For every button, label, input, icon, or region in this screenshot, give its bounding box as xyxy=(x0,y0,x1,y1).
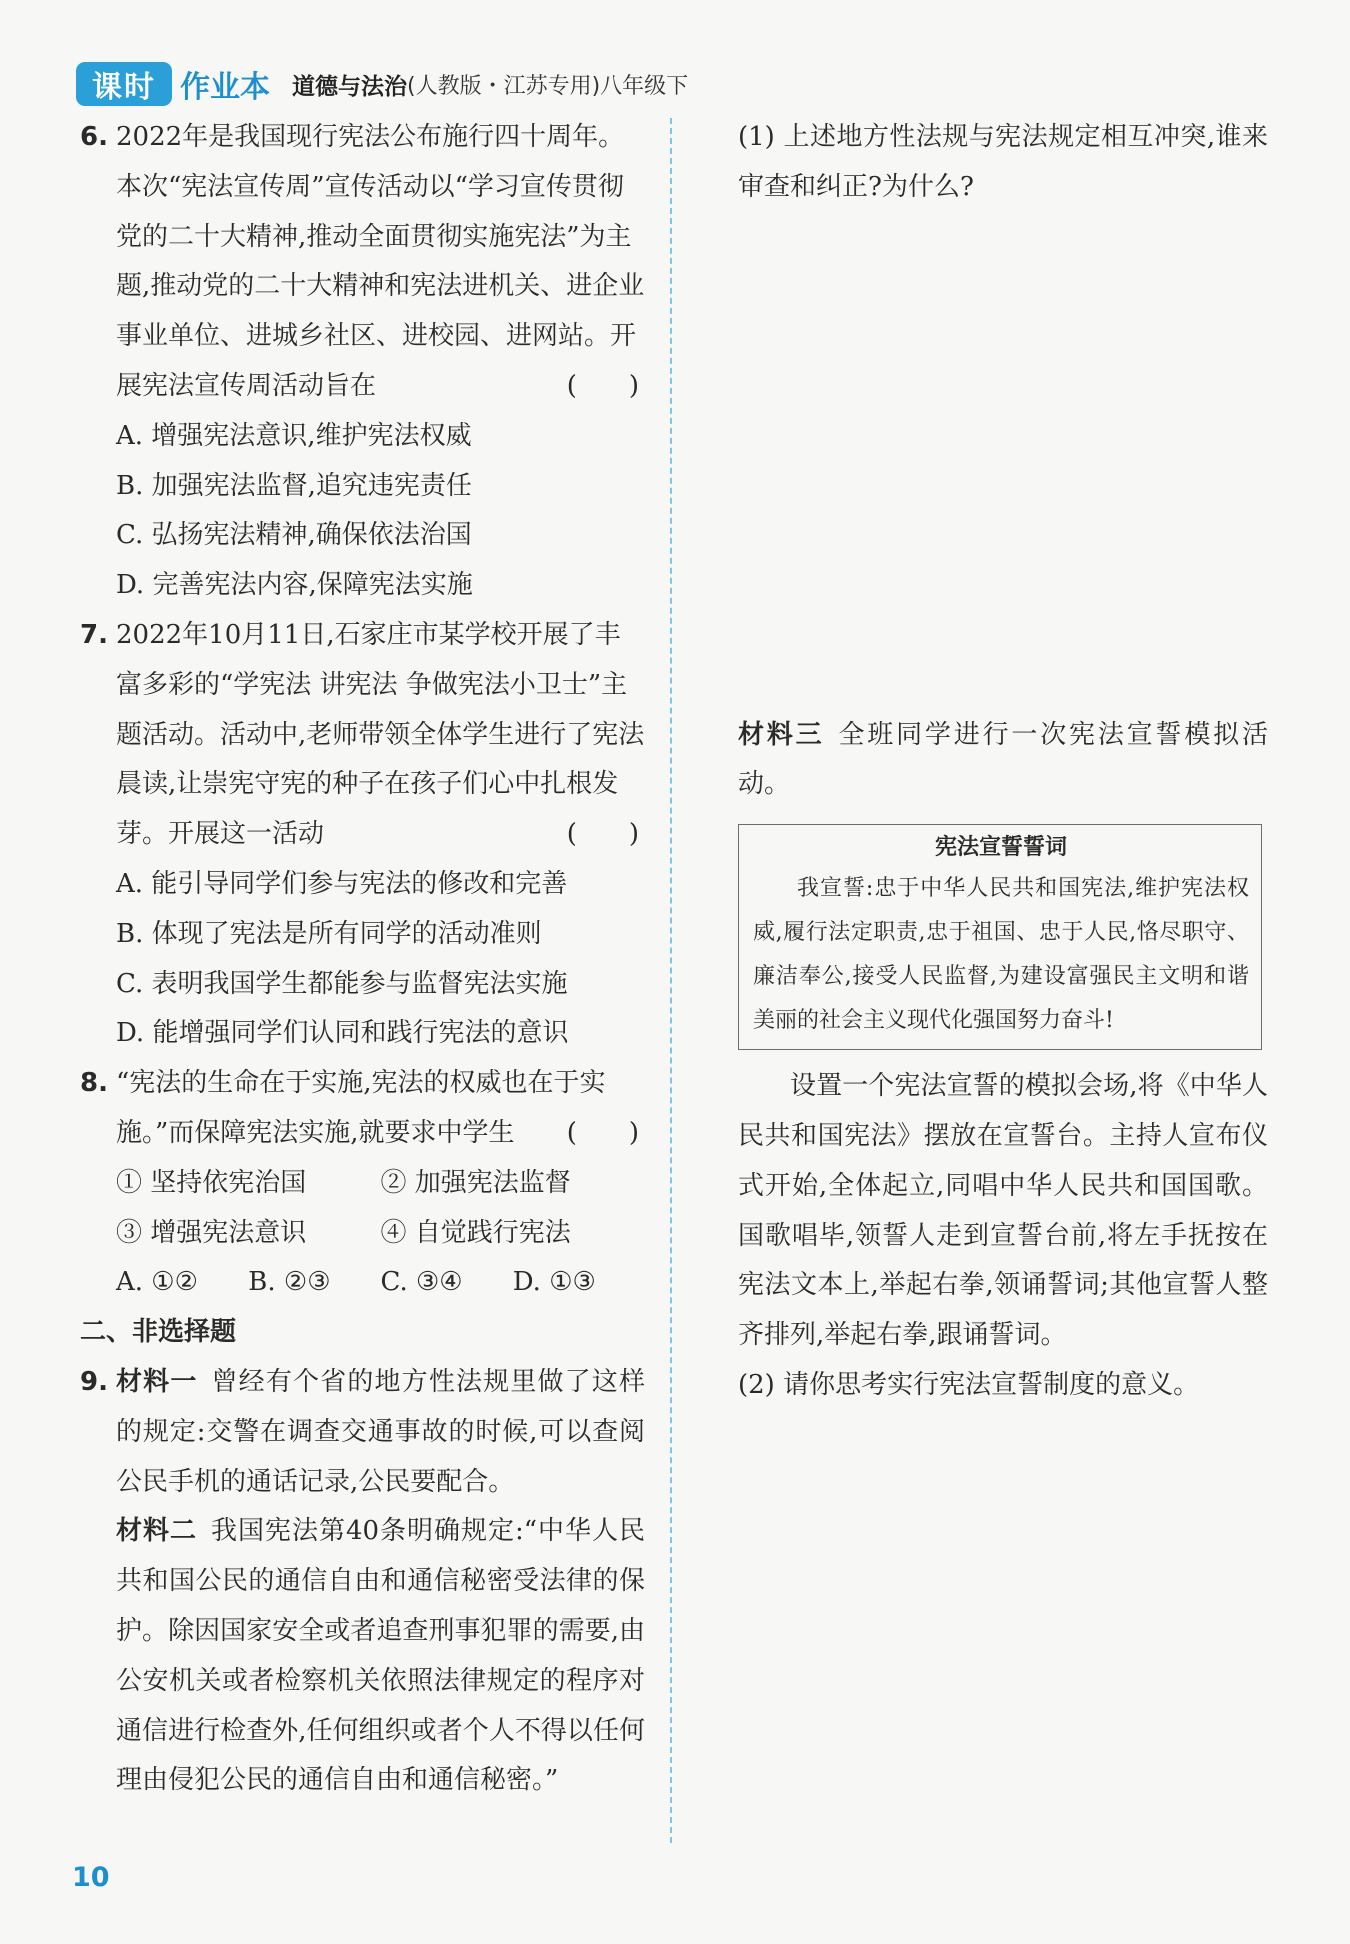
question-stem: 2022年是我国现行宪法公布施行四十周年。本次“宪法宣传周”宣传活动以“学习宣传贯彻党的二十大精神,推动全面贯彻实施宪法”为主题,推动党的二十大精神和宪法进机关、进企业事业单位、进城乡社区、进校园、进网站。开展宪法宣传周活动旨在 ( ) xyxy=(116,113,645,412)
section-heading: 二、非选择题 xyxy=(80,1317,237,1348)
option-a: A. 能引导同学们参与宪法的修改和完善 xyxy=(116,868,568,899)
left-column xyxy=(80,113,645,1806)
question-number: 9. xyxy=(80,1366,108,1397)
choice-d: D. ①③ xyxy=(512,1267,596,1298)
choice-c: C. ③④ xyxy=(380,1267,463,1298)
question-7 xyxy=(80,611,645,860)
statement-1: ① 坚持依宪治国 xyxy=(116,1167,307,1198)
series-title: 作业本 xyxy=(180,70,270,105)
oath-title: 宪法宣誓誓词 xyxy=(934,835,1067,861)
page-number: 10 xyxy=(72,1862,110,1893)
statement-row xyxy=(80,1159,645,1209)
answer-bracket: ( ) xyxy=(566,1117,639,1148)
option-d: D. 完善宪法内容,保障宪法实施 xyxy=(116,570,473,601)
choice-row xyxy=(80,1258,645,1308)
question-6 xyxy=(80,113,645,412)
question-number: 6. xyxy=(80,122,108,152)
statement-3: ③ 增强宪法意识 xyxy=(116,1217,307,1248)
material-1: 材料一 曾经有个省的地方性法规里做了这样的规定:交警在调查交通事故的时候,可以查阅公民手机的通话记录,公民要配合。 xyxy=(116,1366,645,1497)
choice-a: A. ①② xyxy=(116,1267,198,1298)
scene-description: 设置一个宪法宣誓的模拟会场,将《中华人民共和国宪法》摆放在宣誓台。主持人宣布仪式开始,全体起立,同唱中华人民共和国国歌。国歌唱毕,领誓人走到宣誓台前,将左手抚按在宪法文本上,举起右拳,领诵誓词;其他宣誓人整齐排列,举起右拳,跟诵誓词。 xyxy=(738,1071,1268,1351)
right-column xyxy=(738,113,1268,1411)
subject-title: 道德与法治 xyxy=(292,73,407,100)
material-label: 材料三 xyxy=(738,719,825,750)
answer-bracket: ( ) xyxy=(566,819,639,850)
oath-box xyxy=(738,824,1262,1050)
question-number: 7. xyxy=(80,619,108,650)
option-b: B. 体现了宪法是所有同学的活动准则 xyxy=(116,918,542,949)
question-stem: 2022年10月11日,石家庄市某学校开展了丰富多彩的“学宪法 讲宪法 争做宪法小卫士”主题活动。活动中,老师带领全体学生进行了宪法晨读,让崇宪守宪的种子在孩子们心中扎根发芽。开展这一活动 ( ) xyxy=(116,611,645,860)
page-header xyxy=(76,60,688,108)
material-label: 材料一 xyxy=(116,1366,198,1397)
question-8 xyxy=(80,1059,645,1159)
option-b: B. 加强宪法监督,追究违宪责任 xyxy=(116,470,472,501)
option-d: D. 能增强同学们认同和践行宪法的意识 xyxy=(116,1018,569,1049)
oath-text: 我宣誓:忠于中华人民共和国宪法,维护宪法权威,履行法定职责,忠于祖国、忠于人民,恪尽职守、廉洁奉公,接受人民监督,为建设富强民主文明和谐美丽的社会主义现代化强国努力奋斗! xyxy=(753,876,1249,1034)
answer-bracket: ( ) xyxy=(566,370,639,401)
option-c: C. 弘扬宪法精神,确保依法治国 xyxy=(116,520,472,551)
edition-label: (人教版・江苏专用)八年级下 xyxy=(407,73,689,99)
answer-space xyxy=(738,213,1268,711)
sub-question-1: (1) 上述地方性法规与宪法规定相互冲突,谁来审查和纠正?为什么? xyxy=(738,122,1268,202)
material-label: 材料二 xyxy=(116,1516,197,1547)
question-9 xyxy=(80,1358,645,1806)
statement-row xyxy=(80,1209,645,1259)
material-3: 材料三 全班同学进行一次宪法宣誓模拟活动。 xyxy=(738,719,1268,800)
statement-2: ② 加强宪法监督 xyxy=(380,1167,571,1198)
option-a: A. 增强宪法意识,维护宪法权威 xyxy=(116,420,472,451)
statement-4: ④ 自觉践行宪法 xyxy=(380,1217,571,1248)
column-divider xyxy=(670,118,672,1843)
series-logo: 课时 xyxy=(76,62,172,106)
sub-question-2: (2) 请你思考实行宪法宣誓制度的意义。 xyxy=(738,1369,1200,1400)
material-2: 材料二 我国宪法第40条明确规定:“中华人民共和国公民的通信自由和通信秘密受法律的保护。除因国家安全或者追查刑事犯罪的需要,由公安机关或者检察机关依照法律规定的程序对通信进行检查外,任何组织或者个人不得以任何理由侵犯公民的通信自由和通信秘密。” xyxy=(116,1516,645,1796)
question-number: 8. xyxy=(80,1068,108,1099)
choice-b: B. ②③ xyxy=(248,1267,331,1298)
question-stem: “宪法的生命在于实施,宪法的权威也在于实施。”而保障宪法实施,就要求中学生 ( ) xyxy=(116,1059,645,1159)
option-c: C. 表明我国学生都能参与监督宪法实施 xyxy=(116,968,568,999)
